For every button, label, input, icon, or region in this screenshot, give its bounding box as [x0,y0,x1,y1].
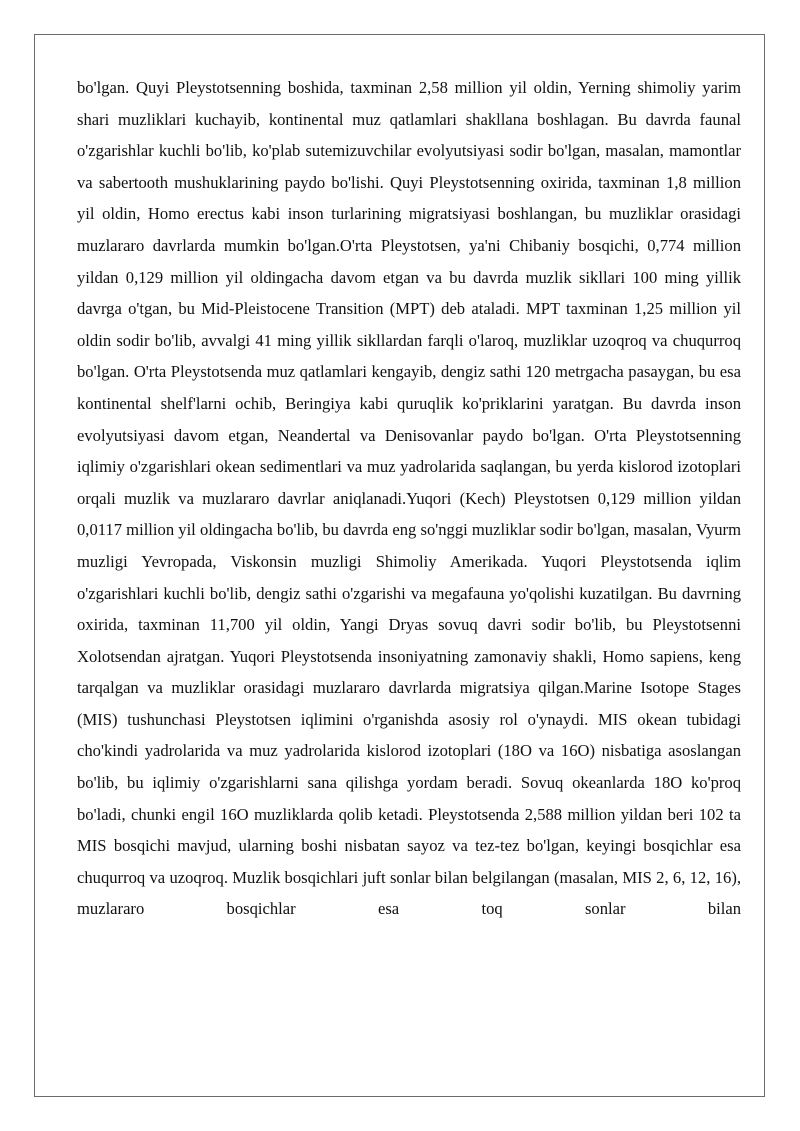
body-paragraph: bo'lgan. Quyi Pleystotsenning boshida, taxminan 2,58 million yil oldin, Yerning shimoliy yarim shari muzliklari kuchayib, kontinental muz qatlamlari shakllana boshlagan. Bu davrda faunal o'zgarishlar kuchli bo'lib, ko'plab sutemizuvchilar evolyutsiyasi sodir bo'lgan, masalan, mamontlar va sabertooth mushuklarining paydo bo'lishi. Quyi Pleystotsenning oxirida, taxminan 1,8 million yil oldin, Homo erectus kabi inson turlarining migratsiyasi boshlangan, bu muzliklar orasidagi muzlararo davrlarda mumkin bo'lgan.O'rta Pleystotsen, ya'ni Chibaniy bosqichi, 0,774 million yildan 0,129 million yil oldingacha davom etgan va bu davrda muzlik sikllari 100 ming yillik davrga o'tgan, bu Mid-Pleistocene Transition (MPT) deb ataladi. MPT taxminan 1,25 million yil oldin sodir bo'lib, avvalgi 41 ming yillik sikllardan farqli o'laroq, muzliklar uzoqroq va chuqurroq bo'lgan. O'rta Pleystotsenda muz qatlamlari kengayib, dengiz sathi 120 metrgacha pasaygan, bu esa kontinental shelf'larni ochib, Beringiya kabi quruqlik ko'priklarini yaratgan. Bu davrda inson evolyutsiyasi davom etgan, Neandertal va Denisovanlar paydo bo'lgan. O'rta Pleystotsenning iqlimiy o'zgarishlari okean sedimentlari va muz yadrolarida saqlangan, bu yerda kislorod izotoplari orqali muzlik va muzlararo davrlar aniqlanadi.Yuqori (Kech) Pleystotsen 0,129 million yildan 0,0117 million yil oldingacha bo'lib, bu davrda eng so'nggi muzliklar sodir bo'lgan, masalan, Vyurm muzligi Yevropada, Viskonsin muzligi Shimoliy Amerikada. Yuqori Pleystotsenda iqlim o'zgarishlari kuchli bo'lib, dengiz sathi o'zgarishi va megafauna yo'qolishi kuzatilgan. Bu davrning oxirida, taxminan 11,700 yil oldin, Yangi Dryas sovuq davri sodir bo'lib, bu Pleystotsenni Xolotsendan ajratgan. Yuqori Pleystotsenda insoniyatning zamonaviy shakli, Homo sapiens, keng tarqalgan va muzliklar orasidagi muzlararo davrlarda migratsiya qilgan.Marine Isotope Stages (MIS) tushunchasi Pleystotsen iqlimini o'rganishda asosiy rol o'ynaydi. MIS okean tubidagi cho'kindi yadrolarida va muz yadrolarida kislorod izotoplari (18O va 16O) nisbatiga asoslangan bo'lib, bu iqlimiy o'zgarishlarni sana qilishga yordam beradi. Sovuq okeanlarda 18O ko'proq bo'ladi, chunki engil 16O muzliklarda qolib ketadi. Pleystotsenda 2,588 million yildan beri 102 ta MIS bosqichi mavjud, ularning boshi nisbatan sayoz va tez-tez bo'lgan, keyingi bosqichlar esa chuqurroq va uzoqroq. Muzlik bosqichlari juft sonlar bilan belgilangan (masalan, MIS 2, 6, 12, 16), muzlararo bosqichlar esa toq sonlar bilan [77,78,741,919]
